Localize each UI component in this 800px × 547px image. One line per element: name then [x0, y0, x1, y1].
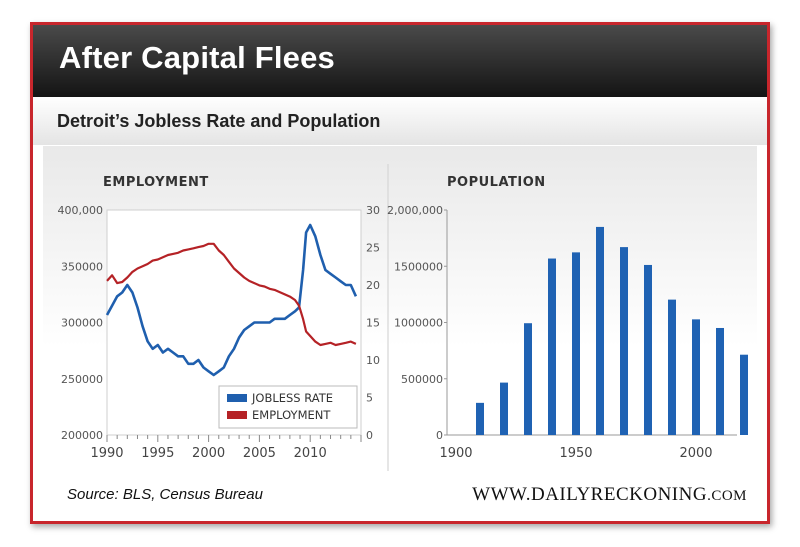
x-tick-2: 2000 [192, 446, 226, 461]
source-note: Source: BLS, Census Bureau [67, 486, 263, 503]
x-tick-4: 2010 [293, 446, 327, 461]
bar-2000 [716, 328, 724, 435]
y-left-tick-2: 300000 [61, 316, 103, 330]
subtitle-bar [33, 97, 767, 145]
x-tick-0: 1990 [90, 446, 124, 461]
y-right-tick-0: 30 [366, 204, 380, 217]
bar-1990 [692, 319, 700, 435]
y-right-tick-1: 25 [366, 241, 380, 255]
legend-swatch-0 [227, 394, 247, 402]
x-tick-3: 2005 [242, 446, 276, 461]
pop-y-tick-3: 500000 [401, 372, 443, 386]
y-right-tick-2: 20 [366, 279, 380, 292]
pop-x-tick-1: 1950 [559, 446, 593, 461]
y-right-tick-4: 10 [366, 354, 380, 367]
page-title: After Capital Flees [59, 40, 335, 75]
bar-1920 [524, 323, 532, 435]
pop-x-tick-0: 1900 [439, 446, 473, 461]
pop-y-tick-4: 0 [436, 429, 443, 442]
bar-1980 [668, 300, 676, 435]
site-credit [472, 484, 747, 506]
bar-1900 [476, 403, 484, 435]
y-left-tick-4: 200000 [61, 429, 103, 442]
bar-1940 [572, 252, 580, 435]
pop-x-tick-2: 2000 [679, 446, 713, 461]
legend-swatch-1 [227, 411, 247, 419]
y-right-tick-3: 15 [366, 316, 380, 330]
pop-y-tick-0: 2,000,000 [387, 204, 443, 217]
pop-y-tick-2: 1000000 [394, 316, 443, 330]
bar-2010 [740, 355, 748, 435]
bar-1960 [620, 247, 628, 435]
y-right-tick-5: 5 [366, 391, 373, 405]
x-tick-1: 1995 [141, 446, 175, 461]
bar-1930 [548, 259, 556, 435]
charts-panel [43, 146, 757, 481]
bar-1970 [644, 265, 652, 435]
employment-title: EMPLOYMENT [103, 175, 209, 190]
site-suffix: .COM [707, 488, 747, 504]
y-left-tick-0: 400,000 [57, 204, 103, 217]
legend-label-1: EMPLOYMENT [252, 408, 331, 422]
bar-1910 [500, 383, 508, 435]
pop-y-tick-1: 1500000 [394, 260, 443, 274]
legend-label-0: JOBLESS RATE [252, 391, 334, 405]
site-name: WWW.DAILYRECKONING [472, 484, 708, 505]
chart-card [30, 22, 770, 524]
population-title: POPULATION [447, 175, 546, 190]
y-right-tick-6: 0 [366, 429, 373, 442]
y-left-tick-3: 250000 [61, 372, 103, 386]
charts-svg [43, 146, 757, 481]
bar-1950 [596, 227, 604, 435]
header-bar [33, 25, 767, 97]
chart-subtitle: Detroit’s Jobless Rate and Population [57, 111, 381, 131]
y-left-tick-1: 350000 [61, 260, 103, 274]
